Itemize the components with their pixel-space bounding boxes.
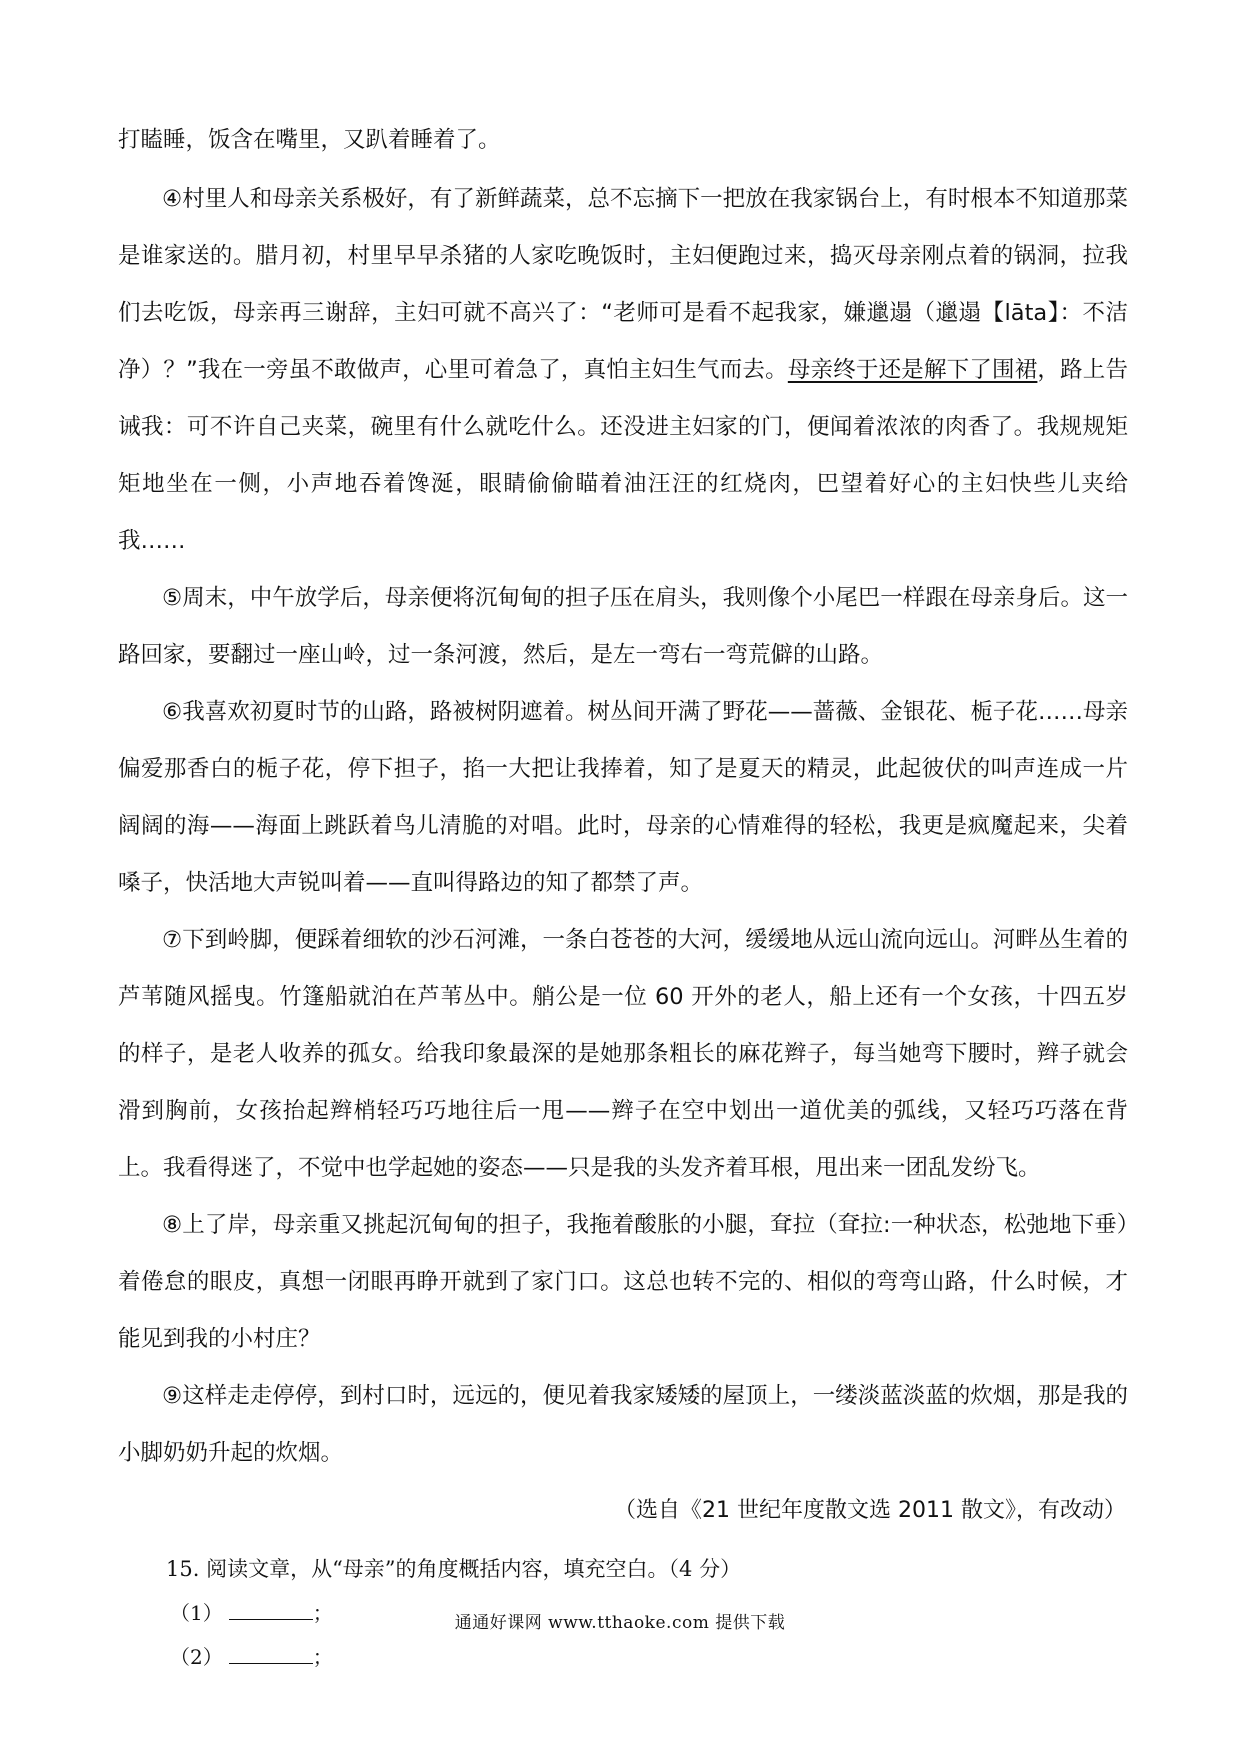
- answer-label: （1）: [170, 1601, 223, 1625]
- paragraph-continuation: 打瞌睡，饭含在嘴里，又趴着睡着了。: [118, 127, 501, 153]
- paragraph-6: ⑥我喜欢初夏时节的山路，路被树阴遮着。树丛间开满了野花——蔷薇、金银花、栀子花……母亲偏爱那香白的栀子花，停下担子，掐一大把让我捧着，知了是夏天的精灵，此起彼伏的叫声连成一片阔阔的海——海面上跳跃着鸟儿清脆的对唱。此时，母亲的心情难得的轻松，我更是疯魔起来，尖着嗓子，快活地大声锐叫着——直叫得路边的知了都禁了声。: [118, 699, 1128, 896]
- paragraph-7: ⑦下到岭脚，便踩着细软的沙石河滩，一条白苍苍的大河，缓缓地从远山流向远山。河畔丛生着的芦苇随风摇曳。竹篷船就泊在芦苇丛中。艄公是一位 60 开外的老人，船上还有一个女孩，十四五岁的样子，是老人收养的孤女。给我印象最深的是她那条粗长的麻花辫子，每当她弯下腰时，辫子就会滑到胸前，女孩抬起辫梢轻巧巧地往后一甩——辫子在空中划出一道优美的弧线，又轻巧巧落在背上。我看得迷了，不觉中也学起她的姿态——只是我的头发齐着耳根，甩出来一团乱发纷飞。: [118, 927, 1128, 1181]
- paragraph-9: ⑨这样走走停停，到村口时，远远的，便见着我家矮矮的屋顶上，一缕淡蓝淡蓝的炊烟，那是我的小脚奶奶升起的炊烟。: [118, 1383, 1128, 1466]
- question-15: 15. 阅读文章，从“母亲”的角度概括内容，填充空白。（4 分）: [166, 1557, 742, 1581]
- source-citation: （选自《21 世纪年度散文选 2011 散文》，有改动）: [614, 1498, 1126, 1523]
- answer-blank[interactable]: [229, 1643, 313, 1664]
- page-footer: 通通好课网 www.tthaoke.com 提供下载: [454, 1613, 786, 1633]
- paragraph-4-rest: ，路上告诫我：可不许自己夹菜，碗里有什么就吃什么。还没进主妇家的门，便闻着浓浓的肉香了。我规规矩矩地坐在一侧，小声地吞着馋涎，眼睛偷偷瞄着油汪汪的红烧肉，巴望着好心的主妇快些儿夹给我……: [118, 357, 1128, 554]
- paragraph-5: ⑤周末，中午放学后，母亲便将沉甸甸的担子压在肩头，我则像个小尾巴一样跟在母亲身后。这一路回家，要翻过一座山岭，过一条河渡，然后，是左一弯右一弯荒僻的山路。: [118, 585, 1128, 668]
- answer-item-2: [170, 1635, 1128, 1679]
- answer-suffix: ；: [312, 1601, 333, 1625]
- underlined-sentence: 母亲终于还是解下了围裙: [787, 357, 1038, 383]
- answer-suffix: ；: [312, 1645, 333, 1669]
- paragraph-4: [118, 171, 1128, 570]
- document-body: [118, 112, 1128, 1679]
- answer-label: （2）: [170, 1645, 223, 1669]
- paragraph-8: ⑧上了岸，母亲重又挑起沉甸甸的担子，我拖着酸胀的小腿，耷拉（耷拉:一种状态，松弛地下垂）着倦怠的眼皮，真想一闭眼再睁开就到了家门口。这总也转不完的、相似的弯弯山路，什么时候，才能见到我的小村庄？: [118, 1212, 1128, 1352]
- paragraph-4-text: ④村里人和母亲关系极好，有了新鲜蔬菜，总不忘摘下一把放在我家锅台上，有时根本不知道那菜是谁家送的。腊月初，村里早早杀猪的人家吃晚饭时，主妇便跑过来，捣灭母亲刚点着的锅洞，拉我们去吃饭，母亲再三谢辞，主妇可就不高兴了：“老师可是看不起我家，嫌邋遢（邋遢【lāta】：不洁净）？”我在一旁虽不敢做声，心里可着急了，真怕主妇生气而去。: [118, 186, 1128, 383]
